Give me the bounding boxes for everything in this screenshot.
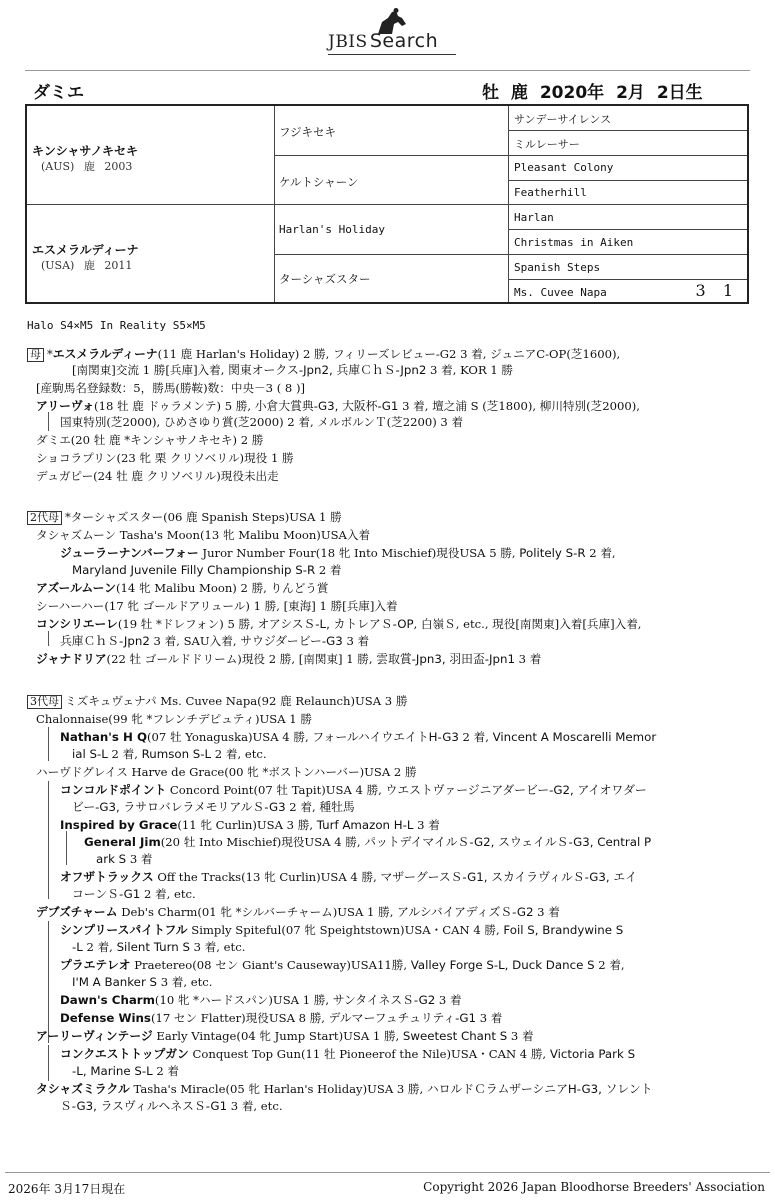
line-offspring [60,993,462,1008]
pedigree-g2-name: Harlan's Holiday [279,223,385,236]
dam-sub: (USA) 鹿 2011 [41,259,133,272]
line-text: Deb's Charm(01 牝 *シルバーチャーム)USA 1 勝, [117,905,398,919]
line-text: 3 着, etc. [189,940,246,954]
horse-link[interactable]: コンコルドポイント [60,783,167,797]
race-name: オアシスＳ-L, カトレアＳ-OP [257,617,414,631]
race-name: 雲取賞-Jpn3, 羽田盃-Jpn1 [376,652,515,666]
pedigree-divider [509,130,747,131]
line-offspring [60,958,625,973]
race-name: アルシバイアディズＳ-G2 [397,905,534,919]
race-name: -L [72,940,83,954]
line-text: 3 着 [435,993,462,1007]
line-text: (19 牡 *ドレフォン) 5 勝, [117,617,258,631]
race-name: 兵庫ＣｈＳ-Jpn2 [60,634,150,648]
horse-link[interactable]: Nathan's H Q [60,730,147,744]
line-offspring-cont [72,747,267,762]
line-text: ショコラプリン(23 牝 栗 クリソベリル)現役 1 勝 [36,451,294,465]
race-name: Foil S, Brandywine S [503,923,624,937]
logo-underline [328,54,456,55]
horse-info: 牡 鹿 2020年 2月 2日生 [482,83,703,103]
line-text: [産駒馬名登録数：5，勝馬(勝鞍)数：中央－3 ( 8 )] [36,381,306,395]
indent-bar [48,631,49,646]
line-offspring [36,1082,652,1097]
race-name: Valley Forge S-L, Duck Dance S [410,958,595,972]
pedigree-dam-cell[interactable] [27,205,275,302]
pedigree-g2-cell[interactable] [275,255,509,302]
line-text: Juror Number Four(18 牝 Into Mischief)現役USA 5 勝, [198,546,520,560]
line-text: 3 着 [342,634,370,648]
line-text: ダミエ(20 牡 鹿 *キンシャサノキセキ) 2 勝 [36,433,264,447]
pedigree-g3-name[interactable]: ミルレーサー [514,138,580,151]
horse-link[interactable]: デブズチャーム [36,905,118,919]
line-text: (07 牡 Yonaguska)USA 4 勝, [146,730,313,744]
horse-link[interactable]: Defense Wins [60,1011,151,1025]
line-text: Tasha's Miracle(05 牝 Harlan's Holiday)USA 3 勝, [129,1082,427,1096]
line-text: 3 着 [476,1011,503,1025]
line-offspring [60,923,623,938]
logo-text: JBIS Search [328,30,439,52]
line-text: Early Vintage(04 牝 Jump Start)USA 1 勝, [152,1029,403,1043]
line-text: (11 牝 Curlin)USA 3 勝, [177,818,317,832]
race-name: サンタイネスＳ-G2 [332,993,436,1007]
line-text: 2 着, [82,940,117,954]
horse-link[interactable]: エスメラルディーナ [52,347,158,361]
line-offspring [60,730,656,745]
line-text: Praetereo(08 セン Giant's Causeway)USA11勝, [130,958,411,972]
line-offspring-cont [72,975,212,990]
line-text: Off the Tracks(13 牝 Curlin)USA 4 勝, [153,870,381,884]
line-text: 3 着, etc. [157,975,213,989]
line-text: 2 着, [594,958,625,972]
line-offspring-cont [60,1099,283,1114]
line-text: 2 着 [315,563,342,577]
line-offspring [36,528,370,543]
line-offspring [36,399,640,414]
race-name: サウジダービー-G3 [240,634,343,648]
line-text: 2 着, [107,747,142,761]
race-name: コーンＳ-G1 [72,887,141,901]
line-offspring-cont [96,852,153,867]
line-third-dam [27,694,407,709]
race-name: Silent Turn S [116,940,190,954]
line-text: 2 着, etc. [140,887,196,901]
line-text: タシャズムーン Tasha's Moon(13 牝 Malibu Moon)USA入着 [36,528,371,542]
line-text: 3 着, KOR 1 勝 [426,363,514,377]
race-name: デルマーフュチュリティ-G1 [328,1011,477,1025]
pedigree-g3-name[interactable]: サンデーサイレンス [514,113,612,126]
line-text: 2 着, [585,546,616,560]
horse-link[interactable]: タシャズミラクル [36,1082,130,1096]
line-dam-cont [72,363,513,378]
line-offspring-cont [60,415,463,430]
line-text: 3 着 [533,905,560,919]
horse-link[interactable]: アーリーヴィンテージ [36,1029,153,1043]
horse-link[interactable]: オフザトラックス [60,870,154,884]
line-text: 3 着 [126,852,153,866]
horse-link[interactable]: Dawn's Charm [60,993,155,1007]
pedigree-table [25,104,749,304]
line-offspring [60,783,647,798]
line-text: ミズキュヴェナパ Ms. Cuvee Napa(92 鹿 Relaunch)USA 3 勝 [65,694,408,708]
horse-link[interactable]: アズールムーン [36,581,116,595]
line-text: 2 着 [152,1064,180,1078]
race-name: Victoria Park S [549,1047,636,1061]
inbreeding-note: Halo S4×M5 In Reality S5×M5 [27,319,206,332]
jbis-logo[interactable] [328,8,458,56]
line-text: (22 牡 ゴールドドリーム)現役 2 勝, [南関東] 1 勝, [106,652,377,666]
race-name: Rumson S-L [141,747,212,761]
line-dam [27,347,620,362]
line-offspring-cont [72,887,196,902]
line-text: (10 牝 *ハードスパン)USA 1 勝, [154,993,333,1007]
header-rule [25,70,750,71]
line-offspring [60,1047,635,1062]
race-name: I'M A Banker S [72,975,158,989]
line-text: 2 着, [458,730,493,744]
horse-link[interactable]: シンプリースパイトフル [60,923,188,937]
horse-name: ダミエ [33,83,84,103]
pedigree-divider [509,229,747,230]
line-offspring [36,712,312,727]
line-text: (20 牡 Into Mischief)現役USA 4 勝, [160,835,365,849]
line-text: ハーヴドグレイス Harve de Grace(00 牝 *ボストンハーバー)USA 2 勝 [36,765,417,779]
line-produce-count [36,381,305,396]
pedigree-g2-name: ターシャズスター [279,272,371,286]
race-name: マザーグースＳ-G1, スカイラヴィルＳ-G3, エイ [380,870,638,884]
indent-bar [48,412,49,431]
line-second-dam [27,510,342,525]
race-name: パットデイマイルＳ-G2, スウェイルＳ-G3, Central P [364,835,652,849]
line-offspring [36,1029,534,1044]
line-text: 3 着 [514,652,542,666]
pedigree-g3-name[interactable]: Pleasant Colony [514,161,614,174]
horse-link[interactable]: ジューラーナンバーフォー [60,546,199,560]
pedigree-g3-name[interactable]: Featherhill [514,186,587,199]
indent-bar [48,781,49,899]
race-name: ウエストヴァージニアダービー-G2, アイオワダー [385,783,647,797]
line-offspring [84,835,651,850]
pedigree-sire-cell[interactable] [27,106,275,204]
indent-bar [48,727,49,761]
indent-bar [48,1045,49,1081]
line-offspring [36,599,398,614]
pedigree-divider [509,279,747,280]
pedigree-g3-name[interactable]: Spanish Steps [514,261,601,274]
line-offspring [60,818,440,833]
race-name: -L, Marine S-L [72,1064,153,1078]
line-offspring-cont [72,1064,179,1079]
horse-link[interactable]: General Jim [84,835,161,849]
generation-box: 母 [27,348,44,362]
generation-box: 2代母 [27,511,62,525]
race-name: Vincent A Moscarelli Memor [492,730,657,744]
line-text: デュガピー(24 牡 鹿 クリソベリル)現役未出走 [36,469,279,483]
line-offspring [60,1011,502,1026]
race-name: Sweetest Chant S [402,1029,508,1043]
race-name: 関東オークス-Jpn2, 兵庫ＣｈＳ-Jpn2 [228,363,427,377]
line-text: 3 着 [507,1029,534,1043]
line-text: 国東特別(芝2000), ひめさゆり賞(芝2000) 2 着, メルボルンＴ(芝2200) 3 着 [60,415,464,429]
horse-link[interactable]: コンクエストトップガン [60,1047,189,1061]
line-offspring [36,433,263,448]
line-text: (14 牝 Malibu Moon) 2 勝, りんどう賞 [115,581,329,595]
line-text: シーハーハー(17 牝 ゴールドアリュール) 1 勝, [東海] 1 勝[兵庫]入着 [36,599,398,613]
footer-date: 2026年 3月17日現在 [8,1182,126,1196]
indent-bar [66,831,67,865]
pedigree-g2-name: ケルトシャーン [279,175,359,189]
line-text: 3 着, 壇之浦 S (芝1800), 柳川特別(芝2000), [398,399,640,413]
line-offspring [36,451,294,466]
pedigree-g2-cell[interactable] [275,106,509,155]
line-text: 3 着, SAU入着, [149,634,241,648]
sire-name: キンシャサノキセキ [32,144,139,158]
pedigree-g2-cell[interactable] [275,205,509,254]
line-text: , 白嶺Ｓ, etc., 現役[南関東]入着[兵庫]入着, [413,617,642,631]
line-offspring [60,546,616,561]
race-name: Turf Amazon H-L [316,818,414,832]
line-offspring-cont [72,800,355,815]
pedigree-g3-name[interactable]: Harlan [514,211,554,224]
pedigree-g2-cell[interactable] [275,156,509,204]
line-text: (18 牡 鹿 ドゥラメンテ) 5 勝, [94,399,255,413]
footer-rule [5,1172,770,1173]
line-offspring [36,905,560,920]
line-text: 2 着, etc. [211,747,267,761]
generation-box: 3代母 [27,695,62,709]
sire-sub: (AUS) 鹿 2003 [41,160,133,173]
line-text: Chalonnaise(99 牝 *フレンチデピュティ)USA 1 勝 [36,712,312,726]
race-name: ial S-L [72,747,108,761]
line-offspring [36,652,541,667]
race-name: Ｓ-G3, ラスヴィルヘネスＳ-G1 [60,1099,228,1113]
race-name: ハロルドＣラムザーシニアH-G3, ソレント [426,1082,653,1096]
line-offspring [36,469,279,484]
horse-link[interactable]: ジャナドリア [36,652,107,666]
line-text: Conquest Top Gun(11 牡 Pioneerof the Nile)USA・CAN 4 勝, [188,1047,550,1061]
line-text: *ターシャズスター(06 鹿 Spanish Steps)USA 1 勝 [65,510,342,524]
race-name: 小倉大賞典-G3, 大阪杯-G1 [254,399,399,413]
line-text: 3 着 [413,818,440,832]
line-text: (17 セン Flatter)現役USA 8 勝, [150,1011,329,1025]
pedigree-g2-name: フジキセキ [279,125,337,139]
pedigree-divider [509,180,747,181]
line-text: 2 着, [285,800,320,814]
line-text: * [47,347,53,361]
line-offspring [36,581,329,596]
line-text: [南関東]交流 1 勝[兵庫]入着, [72,363,229,377]
race-name: フォールハイウエイトH-G3 [312,730,459,744]
line-text: (11 鹿 Harlan's Holiday) 2 勝, フィリーズレビュー-G2 3 着, ジュニアC-OP(芝1600), [157,347,621,361]
line-offspring-cont [72,940,245,955]
race-name: Politely S-R [519,546,586,560]
race-name: ビー-G3, ラサロバレラメモリアルＳ-G3 [72,800,286,814]
footer-copyright: Copyright 2026 Japan Bloodhorse Breeders' Association [423,1180,765,1194]
line-offspring-cont [72,563,342,578]
race-name: Maryland Juvenile Filly Championship S-R [72,563,316,577]
line-offspring [36,765,417,780]
inbreed-code: 3 1 [695,281,739,300]
race-name: ark S [96,852,127,866]
line-offspring [60,870,637,885]
horse-link[interactable]: プラエテレオ [60,958,131,972]
dam-name: エスメラルディーナ [32,243,139,257]
line-text: Concord Point(07 牡 Tapit)USA 4 勝, [166,783,386,797]
horse-link[interactable]: Inspired by Grace [60,818,178,832]
pedigree-g3-name[interactable]: Ms. Cuvee Napa [514,286,607,299]
pedigree-g3-name[interactable]: Christmas in Aiken [514,236,634,249]
indent-bar [48,921,49,1043]
line-offspring-cont [60,634,369,649]
horse-link[interactable]: コンシリエーレ [36,617,118,631]
line-offspring [36,617,642,632]
race-name: 種牡馬 [319,800,355,814]
line-text: 3 着, etc. [227,1099,283,1113]
horse-link[interactable]: アリーヴォ [36,399,95,413]
line-text: Simply Spiteful(07 牝 Speightstown)USA・CAN 4 勝, [187,923,504,937]
